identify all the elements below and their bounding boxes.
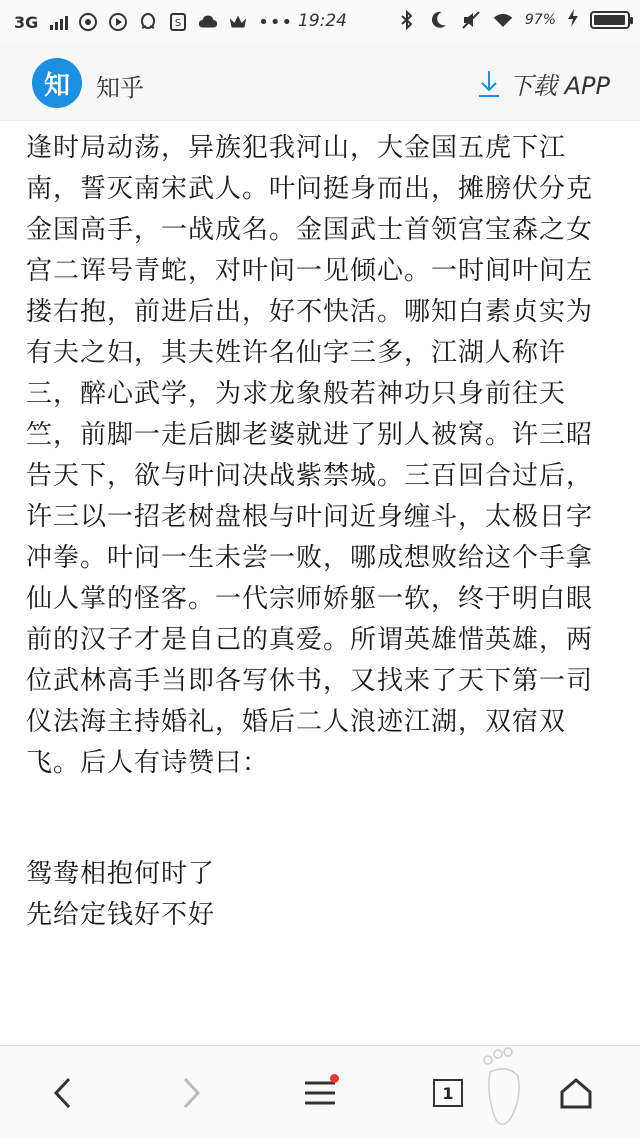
download-app-button[interactable]	[477, 66, 610, 101]
home-icon	[559, 1077, 593, 1109]
browser-icon	[78, 12, 98, 32]
download-app-label: 下载 APP	[509, 72, 610, 100]
wifi-icon	[493, 10, 513, 30]
forward-button[interactable]	[166, 1068, 216, 1118]
poem-line: 先给定钱好不好	[26, 900, 216, 930]
notification-dot	[330, 1074, 339, 1083]
status-right	[397, 9, 630, 31]
article-paragraph: 逢时局动荡，异族犯我河山，大金国五虎下江南，誓灭南宋武人。叶问挺身而出，摊膀伏分克金国高手，一战成名。金国武士首领宫宝森之女宫二诨号青蛇，对叶问一见倾心。一时间叶问左搂右抱，前进后出，好不快活。哪知白素贞实为有夫之妇，其夫姓许名仙字三多，江湖人称许三，醉心武学，为求龙象般若神功只身前往天竺，前脚一走后脚老婆就进了别人被窝。许三昭告天下，欲与叶问决战紫禁城。三百回合过后，许三以一招老树盘根与叶问近身缠斗，太极日字冲拳。叶问一生未尝一败，哪成想败给这个手拿仙人掌的怪客。一代宗师娇躯一软，终于明白眼前的汉子才是自己的真爱。所谓英雄惜英雄，两位武林高手当即各写休书，又找来了天下第一司仪法海主持婚礼，婚后二人浪迹江湖，双宿双飞。后人有诗赞曰：	[26, 133, 594, 778]
menu-button[interactable]	[295, 1068, 345, 1118]
tabs-icon	[433, 1079, 463, 1107]
poem-line: 鸳鸯相抱何时了	[26, 859, 216, 889]
battery-percent: 97%	[524, 12, 556, 28]
download-icon	[477, 69, 501, 99]
tabs-button[interactable]	[423, 1068, 473, 1118]
sms-icon	[168, 12, 188, 32]
footprint-icon	[478, 1046, 548, 1138]
battery-level	[594, 15, 625, 25]
site-name[interactable]: 知乎	[96, 74, 144, 102]
moon-icon	[429, 10, 449, 30]
cloud-icon	[198, 12, 218, 32]
video-icon	[108, 12, 128, 32]
forward-icon	[179, 1076, 203, 1110]
status-left	[14, 10, 293, 34]
more-dots-icon: •••	[258, 11, 294, 33]
zhihu-logo[interactable]: 知	[32, 58, 82, 108]
tab-count: 1	[442, 1083, 454, 1103]
battery-icon	[590, 11, 630, 29]
back-button[interactable]	[38, 1068, 88, 1118]
site-header	[0, 44, 640, 121]
back-icon	[51, 1076, 75, 1110]
charging-icon	[568, 9, 578, 31]
status-time: 19:24	[298, 11, 347, 31]
article-body	[26, 128, 610, 936]
mute-icon	[461, 10, 481, 30]
status-bar	[0, 0, 640, 44]
network-type: 3G	[14, 12, 39, 32]
qq-icon	[138, 12, 158, 32]
home-button[interactable]	[551, 1068, 601, 1118]
svg-text:S: S	[175, 18, 182, 29]
bluetooth-icon	[397, 10, 417, 30]
signal-bars-icon	[50, 14, 68, 30]
crown-icon	[228, 12, 248, 32]
bottom-nav-bar	[0, 1045, 640, 1138]
